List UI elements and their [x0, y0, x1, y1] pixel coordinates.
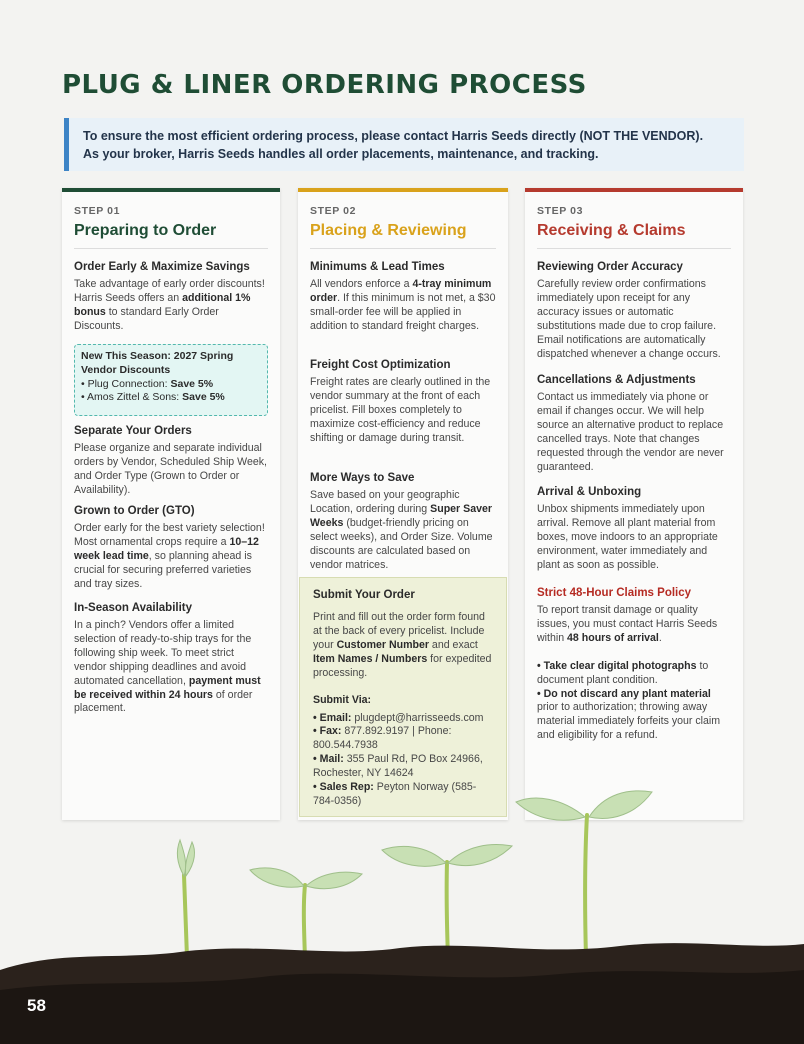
section-text: All vendors enforce a 4-tray minimum order. If this minimum is not met, a $30 small-order fee will be applied in addition to standard freight charges. — [310, 278, 496, 332]
step-3-section-accuracy — [537, 260, 731, 361]
step-3-section-cancellations — [537, 373, 731, 474]
step-1-title: Preparing to Order — [74, 222, 217, 239]
section-heading: Grown to Order (GTO) — [74, 505, 195, 517]
page-number: 58 — [27, 996, 46, 1015]
section-text: Freight rates are clearly outlined in the vendor summary at the front of each pricelist. Fill boxes completely to maximize cost-efficiency and reduce shifting or damage during transit. — [310, 376, 491, 444]
section-text: Order early for the best variety selection! Most ornamental crops require a 10–12 week lead time, so planning ahead is crucial for securing preferred varieties and tray sizes. — [74, 522, 265, 590]
section-text: Take advantage of early order discounts! Harris Seeds offers an additional 1% bonus to standard Early Order Discounts. — [74, 278, 265, 332]
step-3-section-claims — [537, 586, 731, 743]
section-text: To report transit damage or quality issues, you must contact Harris Seeds within 48 hours of arrival. — [537, 604, 718, 644]
step-2-title: Placing & Reviewing — [310, 222, 467, 239]
step-3-divider — [537, 248, 731, 249]
section-heading: In-Season Availability — [74, 602, 193, 614]
section-heading: Cancellations & Adjustments — [537, 374, 696, 386]
promo-item: • Amos Zittel & Sons: Save 5% — [81, 391, 225, 404]
step-2-label: STEP 02 — [310, 205, 357, 217]
intro-line-1: To ensure the most efficient ordering process, please contact Harris Seeds directly (NOT THE VENDOR). — [83, 129, 704, 143]
submit-fax-phone: • Fax: 877.892.9197 | Phone: 800.544.7938 — [313, 725, 452, 752]
step-3-label: STEP 03 — [537, 205, 584, 217]
step-3-card — [525, 188, 743, 820]
step-2-section-minimums — [310, 260, 496, 334]
submit-email[interactable]: • Email: plugdept@harrisseeds.com — [313, 711, 484, 724]
section-heading: Separate Your Orders — [74, 425, 192, 437]
claims-bullet-discard: • Do not discard any plant material prior to authorization; throwing away material immediately forfeits your claim and eligibility for a refund. — [537, 687, 721, 742]
intro-line-2: As your broker, Harris Seeds handles all order placements, maintenance, and tracking. — [83, 147, 599, 161]
submit-mail: • Mail: 355 Paul Rd, PO Box 24966, Rochester, NY 14624 — [313, 753, 483, 780]
submit-heading: Submit Your Order — [313, 589, 415, 601]
step-1-section-separate — [74, 424, 268, 498]
section-text: Contact us immediately via phone or email if changes occur. We will help source an alternative product to replace cancelled trays. Note that changes requested through the vendor are never guaranteed. — [537, 391, 724, 473]
section-text: Carefully review order confirmations immediately upon receipt for any accuracy issues or automatic substitutions made due to crop failure. Email notifications are automatically dispatched whenever a change occurs. — [537, 278, 721, 360]
section-text: Please organize and separate individual orders by Vendor, Scheduled Ship Week, and Order Type (Grown to Order or Availability). — [74, 442, 267, 496]
step-2-section-save — [310, 471, 496, 572]
step-1-section-gto — [74, 504, 268, 592]
intro-callout — [64, 118, 744, 171]
step-3-topbar — [525, 188, 743, 192]
section-text: In a pinch? Vendors offer a limited selection of ready-to-ship trays for the following ship week. To meet strict vendor shipping deadlines and avoid automated cancellation, payment must be received within 24 hours of order placement. — [74, 619, 261, 715]
section-heading: Reviewing Order Accuracy — [537, 261, 683, 273]
step-1-section-in-season — [74, 601, 268, 716]
section-heading: Arrival & Unboxing — [537, 486, 642, 498]
section-text: Save based on your geographic Location, ordering during Super Saver Weeks (budget-friendly pricing on select weeks), and Order Size. Volume discounts are calculated based on vendor matrices. — [310, 489, 493, 571]
step-3-section-arrival — [537, 485, 731, 573]
submit-sales-rep: • Sales Rep: Peyton Norway (585-784-0356) — [313, 781, 477, 807]
submit-text: Print and fill out the order form found at the back of every pricelist. Include your Customer Number and exact Item Names / Numbers for expedited processing. — [313, 611, 492, 679]
soil-ground — [0, 930, 804, 1044]
page-title: PLUG & LINER ORDERING PROCESS — [62, 70, 587, 100]
step-1-label: STEP 01 — [74, 205, 121, 217]
section-heading: Order Early & Maximize Savings — [74, 261, 250, 273]
section-heading: Strict 48-Hour Claims Policy — [537, 587, 692, 599]
section-text: Unbox shipments immediately upon arrival. Remove all plant material from boxes, move indoors to an appropriate environment, water immediately and plant as soon as possible. — [537, 503, 718, 571]
claims-bullet-photos: • Take clear digital photographs to document plant condition. — [537, 659, 709, 686]
section-heading: Minimums & Lead Times — [310, 261, 445, 273]
promo-discount-box — [74, 344, 268, 416]
promo-item: • Plug Connection: Save 5% — [81, 377, 214, 390]
step-3-title: Receiving & Claims — [537, 222, 686, 239]
step-2-divider — [310, 248, 496, 249]
submit-via-heading: Submit Via: — [313, 693, 372, 706]
step-1-topbar — [62, 188, 280, 192]
step-2-topbar — [298, 188, 508, 192]
section-heading: More Ways to Save — [310, 472, 415, 484]
promo-title: New This Season: 2027 Spring Vendor Discounts — [81, 350, 234, 376]
section-heading: Freight Cost Optimization — [310, 359, 451, 371]
step-1-card — [62, 188, 280, 820]
step-1-divider — [74, 248, 268, 249]
step-1-section-order-early — [74, 260, 268, 334]
step-2-section-freight — [310, 358, 496, 446]
